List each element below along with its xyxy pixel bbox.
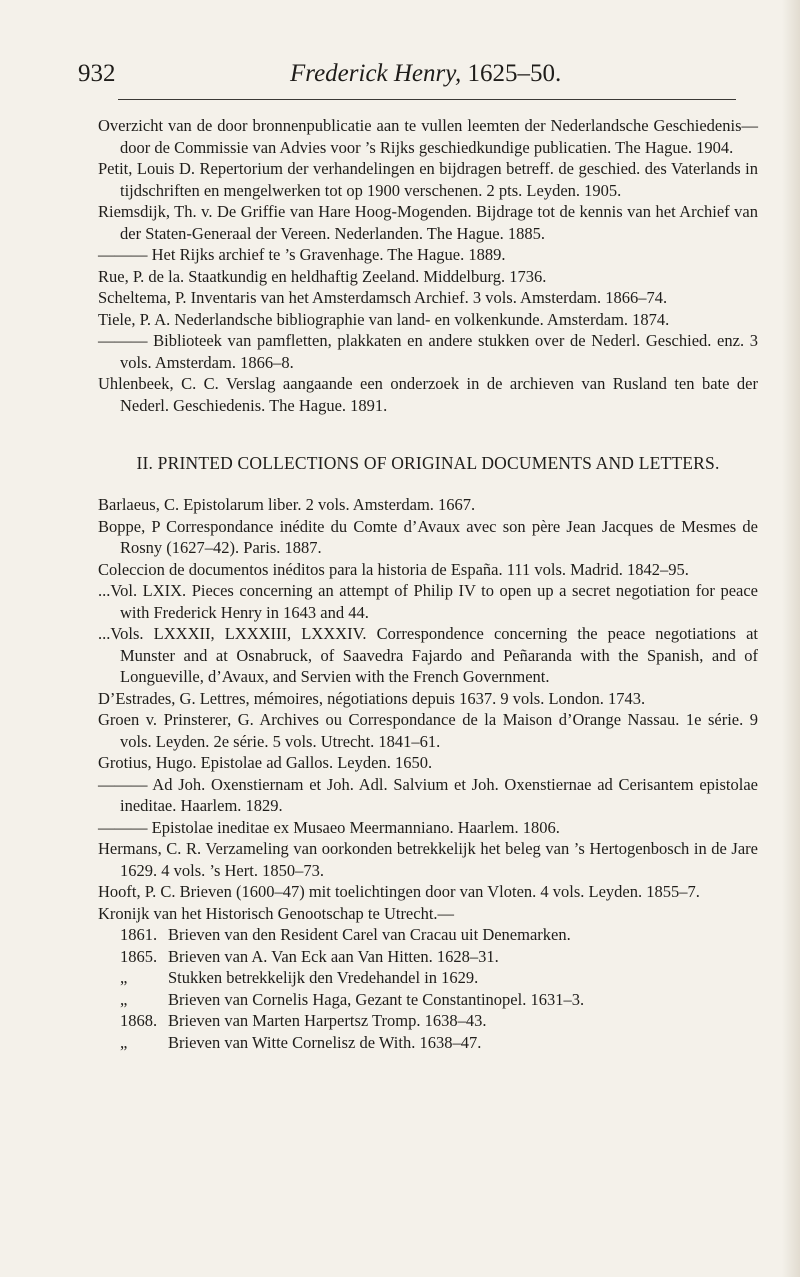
- kronijk-item: [98, 967, 758, 989]
- bibliography-body: [98, 115, 758, 1053]
- bib-entry-grotius-3: ——— Epistolae ineditae ex Musaeo Meermanniano. Haarlem. 1806.: [98, 817, 560, 837]
- bib-entry-tiele-2: ——— Biblioteek van pamfletten, plakkaten en andere stukken over de Nederl. Geschied. enz. 3 vols. Amsterdam. 1866–8.: [98, 331, 758, 372]
- kronijk-year: „: [120, 1032, 128, 1052]
- bib-entry-destrades: D’Estrades, G. Lettres, mémoires, négotiations depuis 1637. 9 vols. London. 1743.: [98, 688, 646, 708]
- bib-entry-petit: Petit, Louis D. Repertorium der verhandelingen en bijdragen betreff. de geschied. des Vaterlands in tijdschriften en mengelwerken tot op 1900 verschenen. 2 pts. Leyden. 1905.: [98, 159, 758, 200]
- bib-entry-hermans: Hermans, C. R. Verzameling van oorkonden betrekkelijk het beleg van ’s Hertogenbosch in de Jare 1629. 4 vols. ’s Hert. 1850–73.: [98, 839, 758, 880]
- kronijk-year: 1865.: [120, 946, 158, 966]
- bib-entry-overzicht: Overzicht van de door bronnenpublicatie aan te vullen leemten der Nederlandsche Geschiedenis—door de Commissie van Advies voor ’s Rijks geschiedkundige publicatien. The Hague. 1904.: [98, 116, 758, 157]
- header-rule: [118, 99, 736, 100]
- kronijk-text: Brieven van den Resident Carel van Cracau uit Denemarken.: [168, 925, 571, 944]
- bib-entry-tiele: Tiele, P. A. Nederlandsche bibliographie van land- en volkenkunde. Amsterdam. 1874.: [98, 309, 670, 329]
- bib-entry-rue: Rue, P. de la. Staatkundig en heldhaftig Zeeland. Middelburg. 1736.: [98, 266, 547, 286]
- kronijk-text: Brieven van Cornelis Haga, Gezant te Constantinopel. 1631–3.: [168, 989, 585, 1009]
- bib-entry-coleccion-vol-69: ...Vol. LXIX. Pieces concerning an attempt of Philip IV to open up a secret negotiation for peace with Frederick Henry in 1643 and 44.: [98, 581, 758, 622]
- bib-entry-uhlenbeek: Uhlenbeek, C. C. Verslag aangaande een onderzoek in de archieven van Rusland ten bate der Nederl. Geschiedenis. The Hague. 1891.: [98, 374, 758, 415]
- bib-entry-barlaeus: Barlaeus, C. Epistolarum liber. 2 vols. Amsterdam. 1667.: [98, 495, 476, 514]
- kronijk-item: [98, 924, 758, 946]
- bib-entry-groen: Groen v. Prinsterer, G. Archives ou Correspondance de la Maison d’Orange Nassau. 1e série. 9 vols. Leyden. 2e série. 5 vols. Utrecht. 1841–61.: [98, 710, 758, 751]
- kronijk-item: [98, 1010, 758, 1032]
- kronijk-year: „: [120, 968, 128, 987]
- page-edge-shadow: [782, 0, 800, 1277]
- kronijk-text: Brieven van A. Van Eck aan Van Hitten. 1628–31.: [168, 946, 499, 966]
- bib-entry-hooft: Hooft, P. C. Brieven (1600–47) mit toelichtingen door van Vloten. 4 vols. Leyden. 1855–7.: [98, 882, 700, 901]
- bib-entry-grotius: Grotius, Hugo. Epistolae ad Gallos. Leyden. 1650.: [98, 753, 433, 772]
- bib-entry-grotius-2: ——— Ad Joh. Oxenstiernam et Joh. Adl. Salvium et Joh. Oxenstiernae ad Cerisantem epistolae ineditae. Haarlem. 1829.: [98, 774, 758, 815]
- bib-entry-coleccion: Coleccion de documentos inéditos para la historia de España. 111 vols. Madrid. 1842–95.: [98, 559, 689, 579]
- kronijk-text: Stukken betrekkelijk den Vredehandel in 1629.: [168, 968, 479, 987]
- running-title-name: Frederick Henry,: [290, 60, 462, 87]
- kronijk-item: [98, 989, 758, 1011]
- bib-entry-kronijk: Kronijk van het Historisch Genootschap te Utrecht.—: [98, 903, 455, 923]
- bib-entry-scheltema: Scheltema, P. Inventaris van het Amsterdamsch Archief. 3 vols. Amsterdam. 1866–74.: [98, 288, 668, 307]
- kronijk-text: Brieven van Witte Cornelisz de With. 1638–47.: [168, 1032, 482, 1052]
- kronijk-text: Brieven van Marten Harpertsz Tromp. 1638–43.: [168, 1011, 487, 1030]
- section-title: II. PRINTED COLLECTIONS OF ORIGINAL DOCUMENTS AND LETTERS.: [136, 453, 720, 473]
- running-title-years: 1625–50.: [467, 60, 562, 87]
- kronijk-item: [98, 1032, 758, 1054]
- kronijk-year: 1861.: [120, 925, 158, 944]
- bib-entry-riemsdijk: Riemsdijk, Th. v. De Griffie van Hare Hoog-Mogenden. Bijdrage tot de kennis van het Archief van der Staten-Generaal der Vereen. Nederlanden. The Hague. 1885.: [98, 202, 758, 243]
- running-title: [290, 60, 561, 88]
- bib-entry-coleccion-vols-82-84: ...Vols. LXXXII, LXXXIII, LXXXIV. Correspondence concerning the peace negotiations at Munster and at Osnabruck, of Saavedra Fajardo and Peñaranda with the Spanish, and of Longueville, d’Avaux, and Servien with the French Government.: [98, 624, 758, 686]
- bib-entry-riemsdijk-2: ——— Het Rijks archief te ’s Gravenhage. The Hague. 1889.: [98, 245, 506, 264]
- kronijk-year: „: [120, 989, 128, 1009]
- page-header: [78, 60, 738, 100]
- bib-entry-boppe: Boppe, P Correspondance inédite du Comte d’Avaux avec son père Jean Jacques de Mesmes de Rosny (1627–42). Paris. 1887.: [98, 516, 758, 557]
- kronijk-year: 1868.: [120, 1011, 158, 1030]
- kronijk-item: [98, 946, 758, 968]
- page-number: 932: [78, 60, 116, 87]
